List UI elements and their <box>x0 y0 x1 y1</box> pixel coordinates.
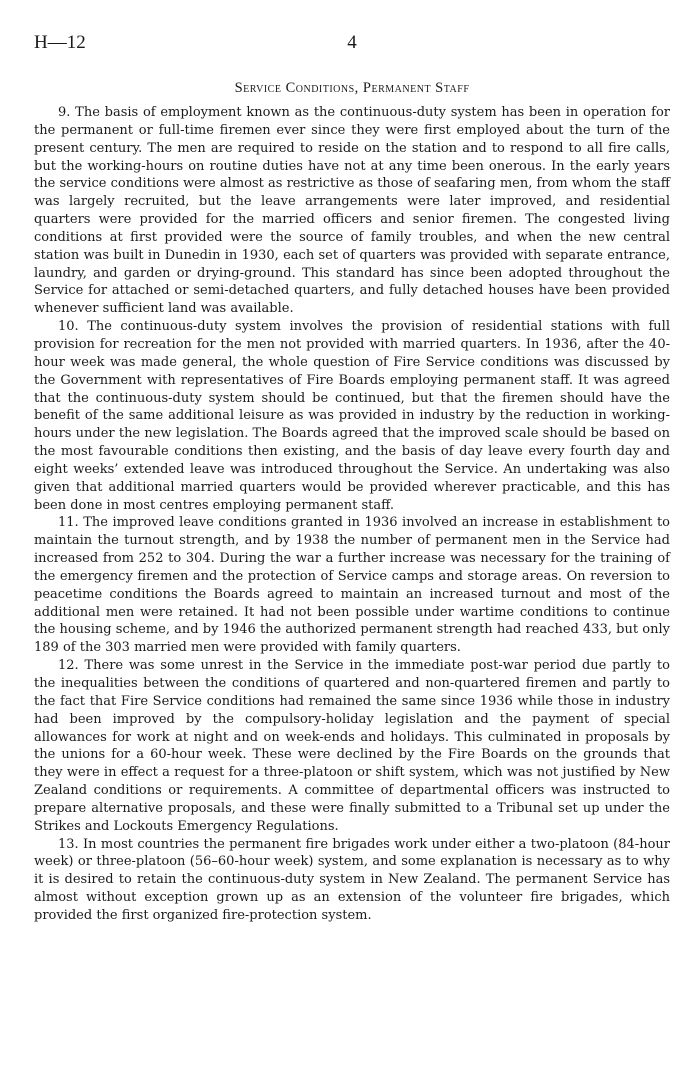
page-number: 4 <box>347 32 357 53</box>
paragraph-13 <box>34 836 670 925</box>
paragraph-text: There was some unrest in the Service in the immediate post-war period due partly to the inequalities between the conditions of quartered and non-quartered firemen and partly to the fact that Fire Service conditions had remained the same since 1936 while those in industry had been improved by the compulsory-holiday legislation and the payment of special allowances for work at night and on week-ends and holidays. This culminated in proposals by the unions for a 60-hour week. These were declined by the Fire Boards on the grounds that they were in effect a request for a three-platoon or shift system, which was not justified by New Zealand conditions or requirements. A committee of departmental officers was instructed to prepare alternative proposals, and these were finally submitted to a Tribunal set up under the Strikes and Lockouts Emergency Regulations. <box>34 658 670 834</box>
document-code: H—12 <box>34 32 86 53</box>
paragraph-text: In most countries the permanent fire brigades work under either a two-platoon (84-hour week) or three-platoon (56–60-hour week) system, and some explanation is necessary as to why it is desired to retain the continuous-duty system in New Zealand. The permanent Service has almost without exception grown up as an extension of the volunteer fire brigades, which provided the first organized fire-protection system. <box>34 836 670 923</box>
paragraph-number: 10. <box>58 319 79 335</box>
paragraph-number: 9. <box>58 105 71 120</box>
paragraph-number: 11. <box>58 515 79 531</box>
paragraph-10 <box>34 318 670 514</box>
paragraph-text: The improved leave conditions granted in 1936 involved an increase in establishment to maintain the turnout strength, and by 1938 the number of permanent men in the Service had increased from 252 to 304. During the war a further increase was necessary for the training of the emergency firemen and the protection of Service camps and storage areas. On reversion to peacetime conditions the Boards agreed to maintain an increased turnout and most of the additional men were retained. It had not been possible under wartime conditions to continue the housing scheme, and by 1946 the authorized permanent strength had reached 433, but only 189 of the 303 married men were provided with family quarters. <box>34 515 670 656</box>
paragraph-9 <box>34 104 670 318</box>
paragraph-number: 12. <box>58 658 79 674</box>
paragraph-number: 13. <box>58 836 79 852</box>
section-heading: Service Conditions, Permanent Staff <box>234 80 470 96</box>
paragraph-12 <box>34 657 670 835</box>
paragraph-text: The basis of employment known as the continuous-duty system has been in operation for the permanent or full-time firemen ever since they were first employed about the turn of the present century. The men are required to reside on the station and to respond to all fire calls, but the working-hours on routine duties have not at any time been onerous. In the early years the service conditions were almost as restrictive as those of seafaring men, from whom the staff was largely recruited, but the leave arrangements were later improved, and residential quarters were provided for the married officers and senior firemen. The congested living conditions at first provided were the source of family troubles, and when the new central station was built in Dunedin in 1930, each set of quarters was provided with separate entrance, laundry, and garden or drying-ground. This standard has since been adopted throughout the Service for attached or semi-detached quarters, and fully detached houses have been provided whenever sufficient land was available. <box>34 105 670 317</box>
paragraph-11 <box>34 514 670 657</box>
running-head <box>34 30 670 56</box>
paragraph-text: The continuous-duty system involves the provision of residential stations with full provision for recreation for the men not provided with married quarters. In 1936, after the 40-hour week was made general, the whole question of Fire Service conditions was discussed by the Government with representatives of Fire Boards employing permanent staff. It was agreed that the continuous-duty system should be continued, but that the firemen should have the benefit of the same additional leisure as was provided in industry by the reduction in working-hours under the new legislation. The Boards agreed that the improved scale should be based on the most favourable conditions then existing, and the basis of day leave every fourth day and eight weeks’ extended leave was introduced throughout the Service. An undertaking was also given that additional married quarters would be provided wherever practicable, and this has been done in most centres employing permanent staff. <box>34 319 670 513</box>
